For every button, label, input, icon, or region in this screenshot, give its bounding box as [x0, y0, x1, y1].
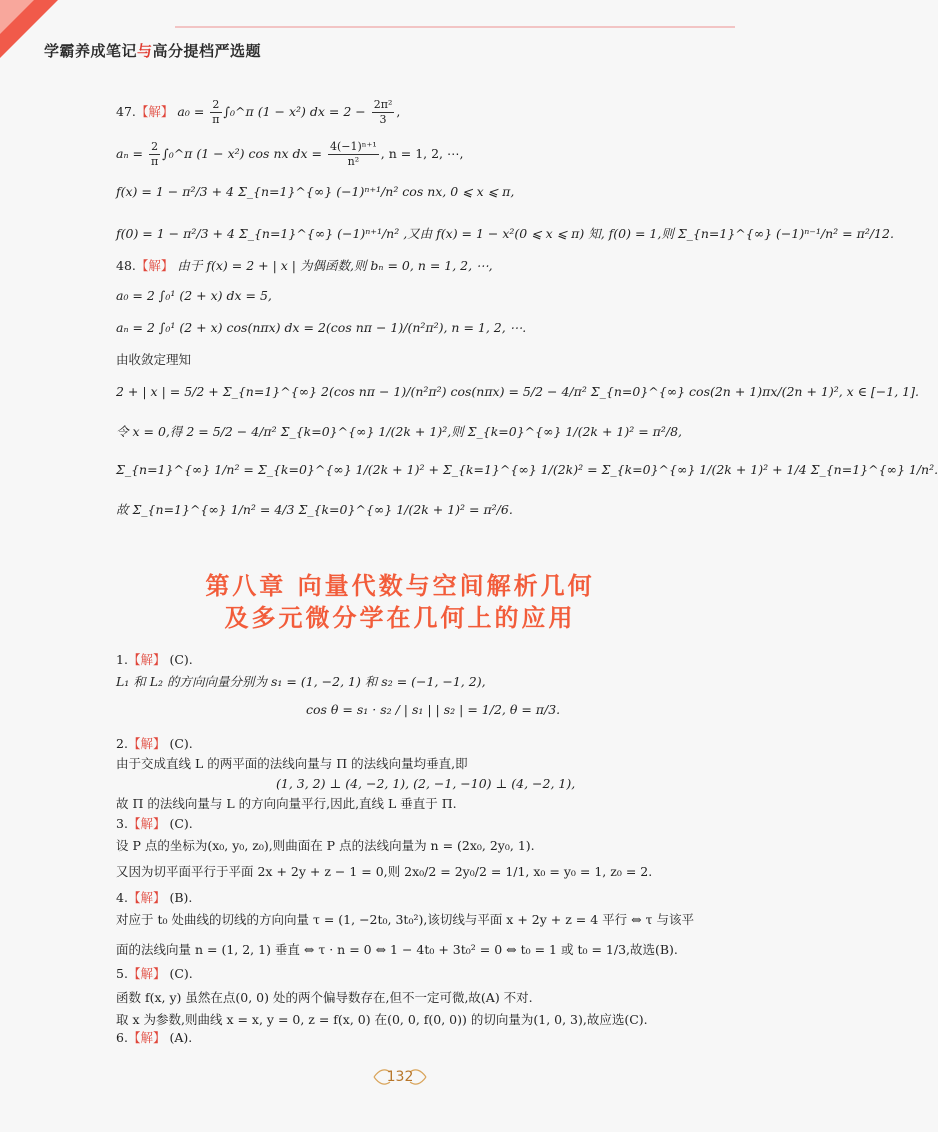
solution-label: 【解】 [127, 1030, 166, 1045]
q3-head [116, 816, 193, 832]
problem-number: 2. [116, 736, 128, 751]
problem-number: 4. [116, 890, 128, 905]
s48-line6: 令 x = 0,得 2 = 5/2 − 4/π² Σ_{k=0}^{∞} 1/(2k + 1)²,则 Σ_{k=0}^{∞} 1/(2k + 1)² = π²/8, [116, 424, 683, 439]
header-title-part: 高分提档严选题 [152, 42, 262, 60]
q4-head [116, 890, 192, 906]
q2-line1: 由于交成直线 L 的两平面的法线向量与 Π 的法线向量均垂直,即 [116, 756, 468, 771]
s48-line7: Σ_{n=1}^{∞} 1/n² = Σ_{k=0}^{∞} 1/(2k + 1)² + Σ_{k=1}^{∞} 1/(2k)² = Σ_{k=0}^{∞} 1/(2k + 1)² + 1/4 Σ_{n=1}^{∞} 1/n². [116, 462, 938, 477]
frac-num: 2 [210, 98, 221, 113]
s48-line3: aₙ = 2 ∫₀¹ (2 + x) cos(nπx) dx = 2(cos nπ − 1)/(n²π²), n = 1, 2, ⋯. [116, 320, 527, 335]
s47-line1 [116, 98, 400, 127]
s48-line4: 由收敛定理知 [116, 352, 192, 367]
header-title [44, 40, 261, 61]
q6-head [116, 1030, 192, 1046]
q2-head [116, 736, 193, 752]
solution-label: 【解】 [127, 966, 166, 981]
math-text: 由于 f(x) = 2 + | x | 为偶函数,则 bₙ = 0, n = 1, 2, ⋯, [177, 258, 493, 273]
fraction [149, 140, 160, 169]
frac-num: 4(−1)ⁿ⁺¹ [330, 140, 377, 153]
frac-den: π [150, 154, 159, 168]
math-text: aₙ = [116, 145, 147, 161]
math-text: , n = 1, 2, ⋯, [380, 145, 464, 161]
answer: (C). [169, 816, 193, 831]
frac-den: 3 [379, 112, 387, 126]
frac-den: π [212, 112, 220, 126]
fraction [210, 98, 221, 127]
q5-head [116, 966, 193, 982]
s48-line8: 故 Σ_{n=1}^{∞} 1/n² = 4/3 Σ_{k=0}^{∞} 1/(2k + 1)² = π²/6. [116, 502, 513, 517]
s48-line1 [116, 258, 493, 274]
solution-label: 【解】 [127, 890, 166, 905]
page-number: 132 [386, 1069, 414, 1085]
q5-line1: 函数 f(x, y) 虽然在点(0, 0) 处的两个偏导数存在,但不一定可微,故(A) 不对. [116, 990, 533, 1005]
problem-number: 5. [116, 966, 128, 981]
solution-label: 【解】 [135, 103, 174, 119]
q2-line2: (1, 3, 2) ⊥ (4, −2, 1), (2, −1, −10) ⊥ (4, −2, 1), [276, 776, 576, 791]
q1-line2: cos θ = s₁ · s₂ / | s₁ | | s₂ | = 1/2, θ = π/3. [306, 702, 561, 717]
chapter-title-line2: 及多元微分学在几何上的应用 [224, 604, 576, 632]
header-title-amp: 与 [137, 42, 153, 60]
q3-line1: 设 P 点的坐标为(x₀, y₀, z₀),则曲面在 P 点的法线向量为 n = (2x₀, 2y₀, 1). [116, 838, 535, 853]
q1-line1: L₁ 和 L₂ 的方向向量分别为 s₁ = (1, −2, 1) 和 s₂ = (−1, −1, 2), [116, 674, 486, 689]
fraction [328, 140, 379, 169]
header-title-part: 学霸养成笔记 [44, 42, 138, 60]
solution-label: 【解】 [135, 258, 174, 273]
answer: (B). [169, 890, 193, 905]
math-text: , [396, 103, 401, 119]
problem-number: 6. [116, 1030, 128, 1045]
s47-line3: f(x) = 1 − π²/3 + 4 Σ_{n=1}^{∞} (−1)ⁿ⁺¹/n² cos nx, 0 ⩽ x ⩽ π, [116, 184, 515, 199]
frac-den: n² [347, 154, 360, 168]
solution-label: 【解】 [127, 816, 166, 831]
math-text: ∫₀^π (1 − x²) cos nx dx = [162, 145, 326, 161]
problem-number: 3. [116, 816, 128, 831]
answer: (C). [169, 652, 193, 667]
math-text: a₀ = [177, 103, 209, 119]
q2-line3: 故 Π 的法线向量与 L 的方向向量平行,因此,直线 L 垂直于 Π. [116, 796, 457, 811]
s47-line2 [116, 140, 463, 169]
q4-line1: 对应于 t₀ 处曲线的切线的方向向量 τ = (1, −2t₀, 3t₀²),该切线与平面 x + 2y + z = 4 平行 ⇔ τ 与该平 [116, 912, 694, 927]
q1-head [116, 652, 193, 668]
s47-line4: f(0) = 1 − π²/3 + 4 Σ_{n=1}^{∞} (−1)ⁿ⁺¹/n² ,又由 f(x) = 1 − x²(0 ⩽ x ⩽ π) 知, f(0) = 1,则 Σ_{n=1}^{∞} (−1)ⁿ⁻¹/n² = π²/12. [116, 226, 894, 241]
q5-line2: 取 x 为参数,则曲线 x = x, y = 0, z = f(x, 0) 在(0, 0, f(0, 0)) 的切向量为(1, 0, 3),故应选(C). [116, 1012, 648, 1027]
fraction [372, 98, 395, 127]
problem-number: 1. [116, 652, 128, 667]
answer: (A). [169, 1030, 193, 1045]
math-text: ∫₀^π (1 − x²) dx = 2 − [223, 103, 370, 119]
problem-number: 48. [116, 258, 136, 273]
solution-label: 【解】 [127, 736, 166, 751]
s48-line5: 2 + | x | = 5/2 + Σ_{n=1}^{∞} 2(cos nπ − 1)/(n²π²) cos(nπx) = 5/2 − 4/π² Σ_{n=0}^{∞} cos(2n + 1)πx/(2n + 1)², x ∈ [−1, 1]. [116, 384, 919, 399]
answer: (C). [169, 966, 193, 981]
frac-num: 2 [149, 140, 160, 155]
q4-line2: 面的法线向量 n = (1, 2, 1) 垂直 ⇔ τ · n = 0 ⇔ 1 − 4t₀ + 3t₀² = 0 ⇔ t₀ = 1 或 t₀ = 1/3,故选(B). [116, 942, 678, 957]
solution-label: 【解】 [127, 652, 166, 667]
q3-line2: 又因为切平面平行于平面 2x + 2y + z − 1 = 0,则 2x₀/2 = 2y₀/2 = 1/1, x₀ = y₀ = 1, z₀ = 2. [116, 864, 653, 879]
answer: (C). [169, 736, 193, 751]
s48-line2: a₀ = 2 ∫₀¹ (2 + x) dx = 5, [116, 288, 272, 303]
problem-number: 47. [116, 103, 136, 119]
header-rule [175, 26, 735, 28]
chapter-title-line1: 第八章 向量代数与空间解析几何 [205, 572, 595, 600]
frac-num: 2π² [373, 98, 393, 111]
